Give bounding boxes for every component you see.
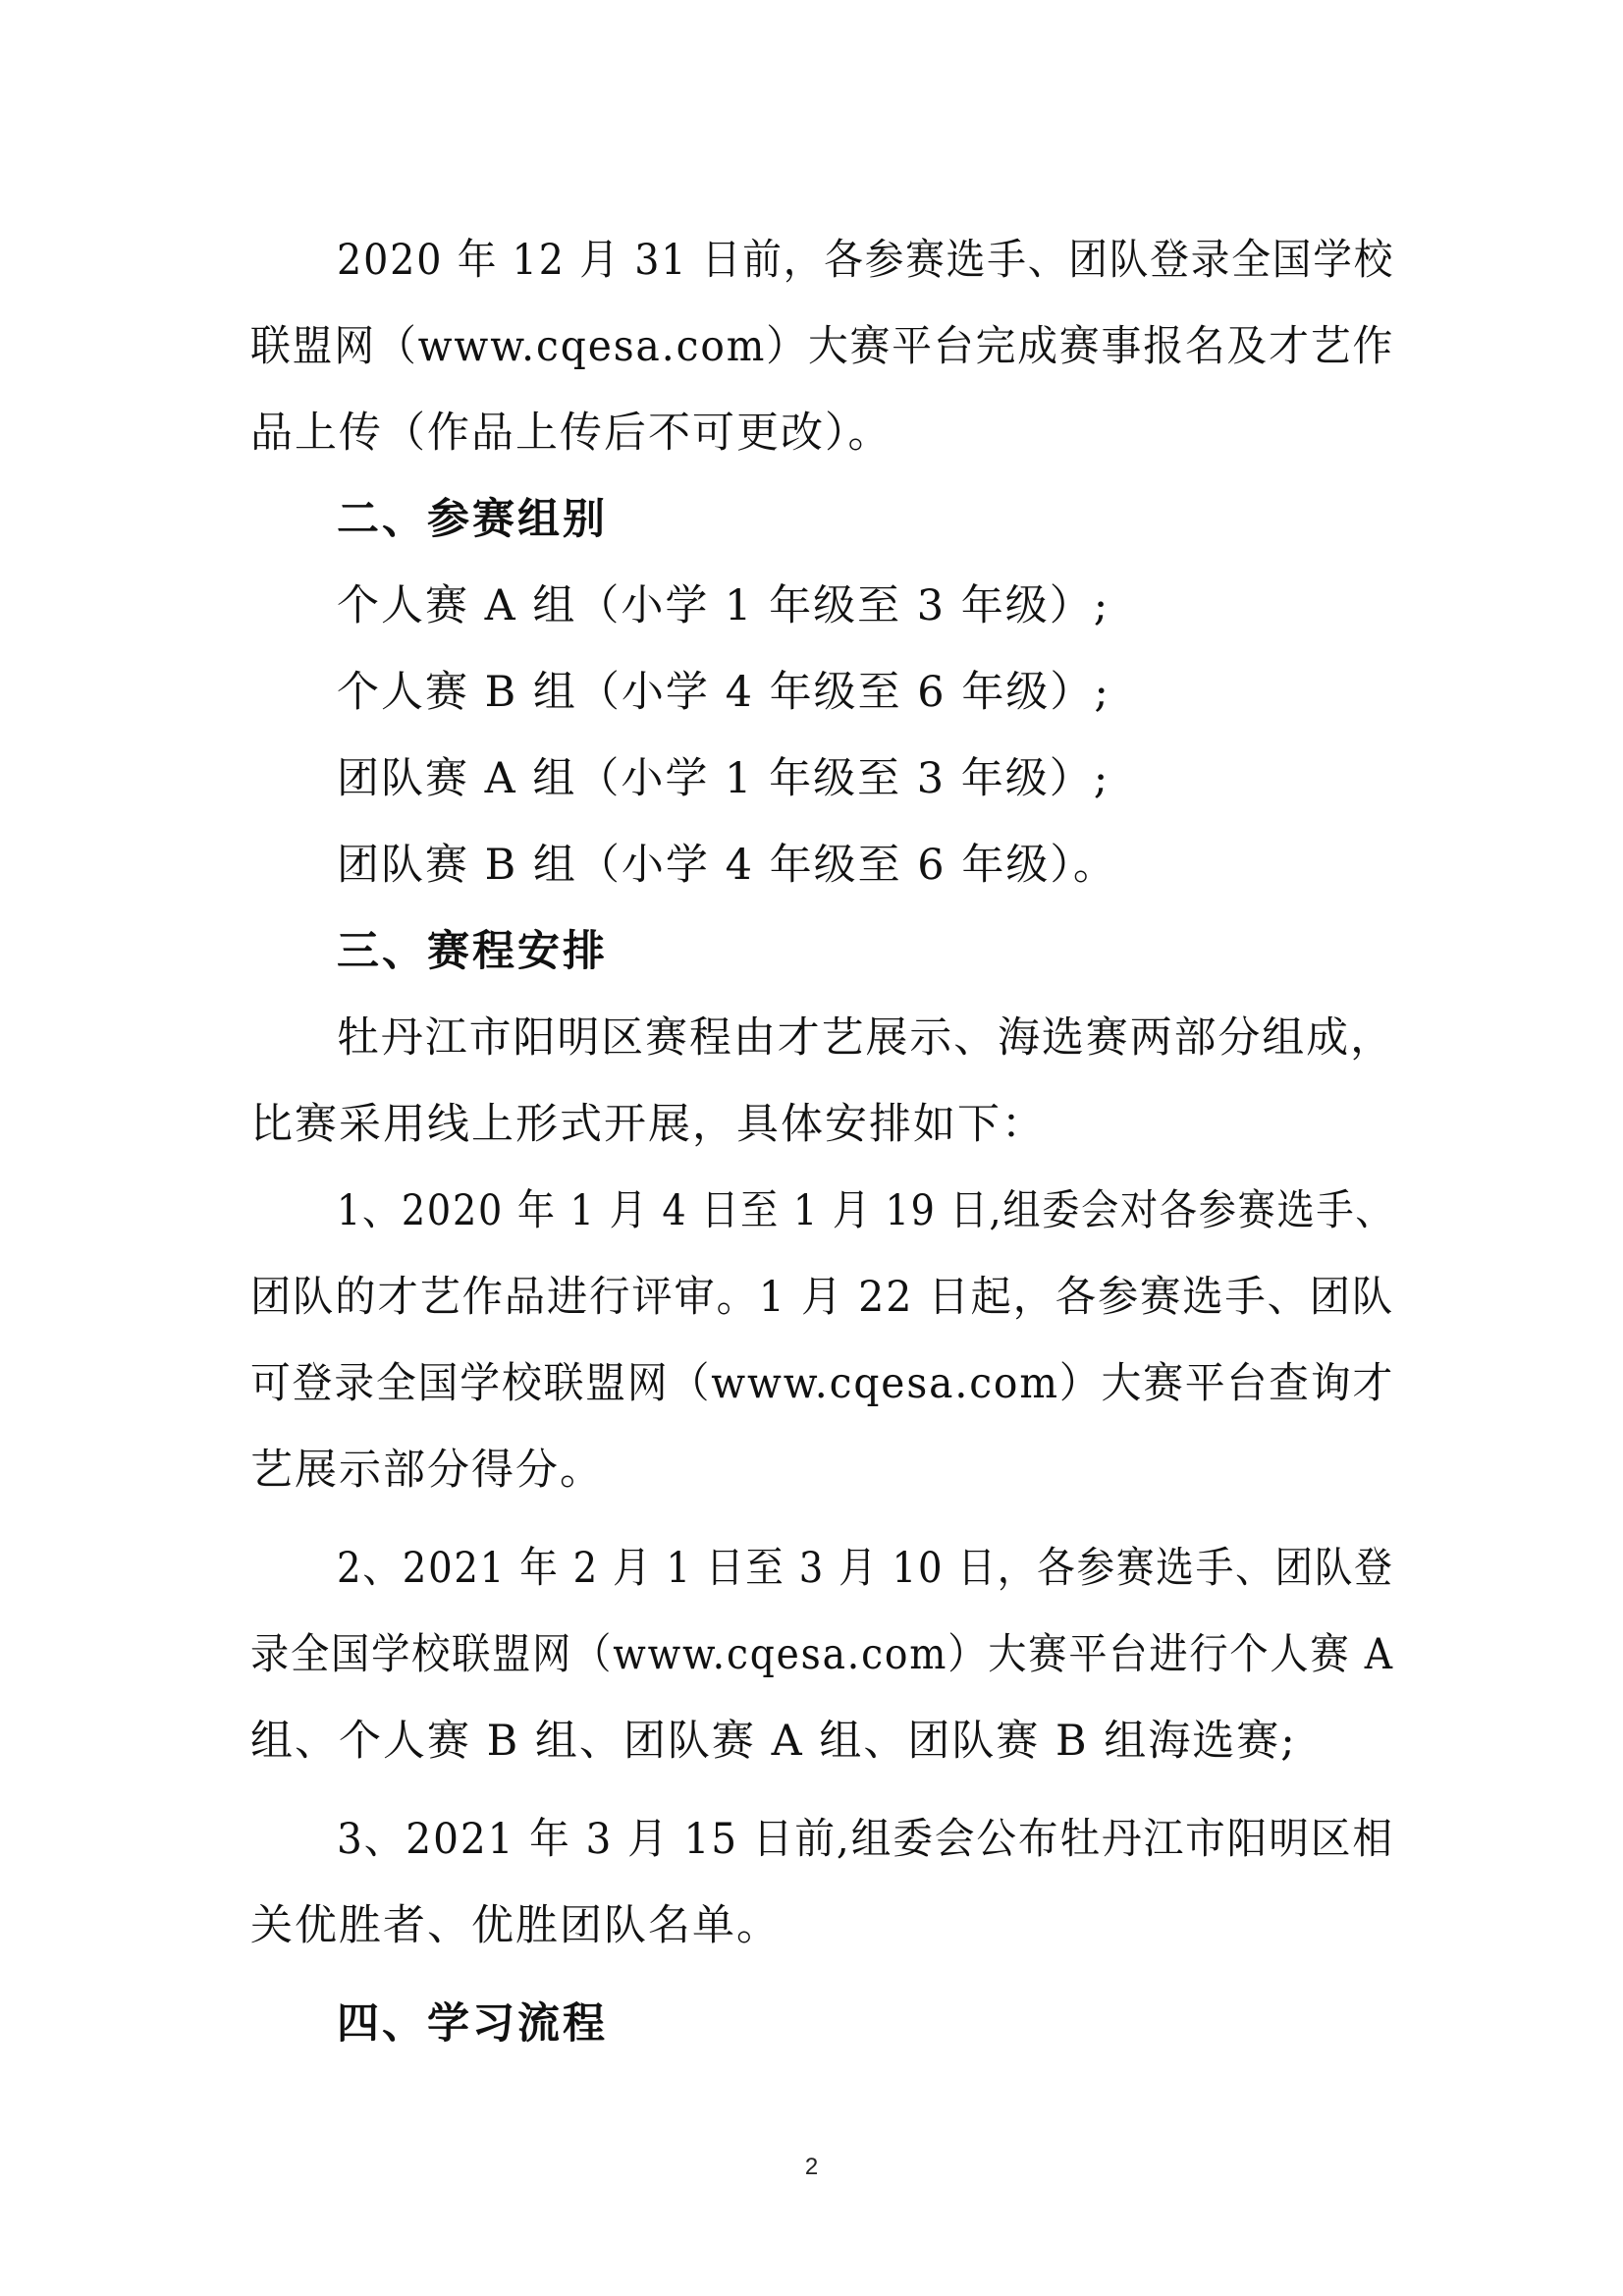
section3-heading: 三、赛程安排 <box>337 927 608 976</box>
schedule-item1-line-3: 可登录全国学校联盟网（www.cqesa.com）大赛平台查询才 <box>250 1359 1395 1408</box>
group-item: 团队赛 B 组（小学 4 年级至 6 年级）。 <box>337 841 1117 890</box>
schedule-item1-line-4: 艺展示部分得分。 <box>250 1446 604 1495</box>
registration-line-1: 2020 年 12 月 31 日前，各参赛选手、团队登录全国学校 <box>337 236 1395 285</box>
section2-heading: 二、参赛组别 <box>337 495 608 544</box>
group-item: 个人赛 A 组（小学 1 年级至 3 年级）; <box>337 581 1110 630</box>
schedule-item1-line-1: 1、2020 年 1 月 4 日至 1 月 19 日,组委会对各参赛选手、 <box>337 1186 1395 1235</box>
section4-heading: 四、学习流程 <box>337 1999 608 2049</box>
schedule-item3-line-2: 关优胜者、优胜团队名单。 <box>250 1901 781 1950</box>
schedule-intro-line-2: 比赛采用线上形式开展，具体安排如下： <box>250 1100 1046 1149</box>
schedule-item2-line-3: 组、个人赛 B 组、团队赛 A 组、团队赛 B 组海选赛; <box>250 1717 1297 1766</box>
group-item: 个人赛 B 组（小学 4 年级至 6 年级）; <box>337 668 1110 717</box>
group-item: 团队赛 A 组（小学 1 年级至 3 年级）; <box>337 754 1110 803</box>
schedule-item1-line-2: 团队的才艺作品进行评审。1 月 22 日起，各参赛选手、团队 <box>250 1273 1395 1322</box>
schedule-item2-line-1: 2、2021 年 2 月 1 日至 3 月 10 日，各参赛选手、团队登 <box>337 1544 1394 1593</box>
schedule-intro-line-1: 牡丹江市阳明区赛程由才艺展示、海选赛两部分组成， <box>337 1013 1394 1063</box>
page-number: 2 <box>804 2154 819 2180</box>
registration-line-2: 联盟网（www.cqesa.com）大赛平台完成赛事报名及才艺作 <box>250 322 1395 371</box>
schedule-item3-line-1: 3、2021 年 3 月 15 日前,组委会公布牡丹江市阳明区相 <box>337 1815 1394 1864</box>
schedule-item2-line-2: 录全国学校联盟网（www.cqesa.com）大赛平台进行个人赛 A <box>250 1630 1394 1679</box>
registration-line-3: 品上传（作品上传后不可更改）。 <box>250 409 893 458</box>
